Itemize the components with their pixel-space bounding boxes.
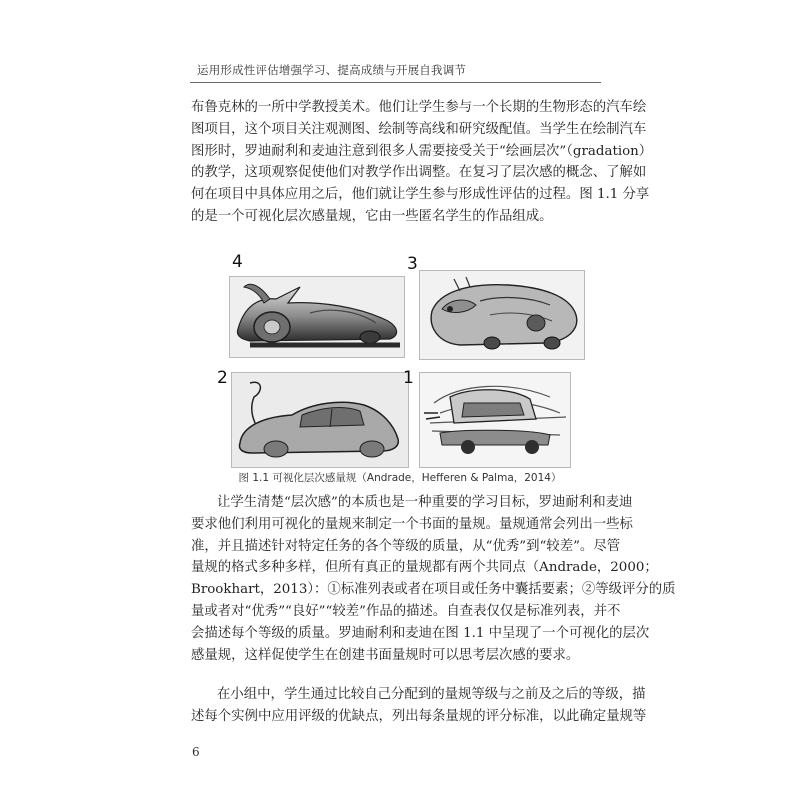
text-line: 感量规，这样促使学生在创建书面量规时可以思考层次感的要求。	[191, 647, 580, 663]
text-line: 会描述每个等级的质量。罗迪耐利和麦迪在图 1.1 中呈现了一个可视化的层次	[191, 625, 650, 641]
text-line: Brookhart，2013）：①标准列表或者在项目或任务中囊括要素；②等级评分的质	[191, 582, 676, 598]
text-line: 图形时，罗迪耐利和麦迪注意到很多人需要接受关于“绘画层次”（gradation）	[191, 143, 653, 159]
rubric-level-number: 2	[217, 368, 228, 388]
rubric-level-number: 4	[232, 252, 243, 272]
rubric-level-number: 3	[407, 254, 418, 274]
student-drawing-2	[231, 372, 409, 468]
text-line: 让学生清楚“层次感”的本质也是一种重要的学习目标，罗迪耐利和麦迪	[217, 495, 633, 510]
rubric-figure	[217, 252, 585, 470]
paragraph-group-work	[191, 684, 647, 728]
text-line: 的教学，这项观察促使他们对教学作出调整。在复习了层次感的概念、了解如	[191, 165, 647, 181]
car-drawing-2	[232, 373, 408, 467]
car-drawing-4	[230, 277, 404, 357]
text-line: 的是一个可视化层次感量规，它由一些匿名学生的作品组成。	[191, 208, 553, 224]
paragraph-intro	[191, 97, 653, 228]
rubric-panel-level-3	[405, 254, 585, 358]
paragraph-rubric-goal	[191, 492, 676, 666]
header-rule	[190, 82, 601, 83]
student-drawing-3	[419, 270, 585, 360]
student-drawing-4	[229, 276, 405, 358]
text-line: 在小组中，学生通过比较自己分配到的量规等级与之前及之后的等级，描	[217, 687, 646, 702]
rubric-level-number: 1	[403, 368, 414, 388]
text-line: 要求他们利用可视化的量规来制定一个书面的量规。量规通常会列出一些标	[191, 516, 633, 532]
rubric-panel-level-4	[229, 252, 405, 356]
figure-caption: 图 1.1 可视化层次感量规（Andrade，Hefferen & Palma，2014）	[238, 472, 562, 484]
student-drawing-1	[419, 372, 571, 468]
car-drawing-3	[420, 271, 584, 359]
rubric-panel-level-1	[405, 368, 585, 468]
text-line: 何在项目中具体应用之后，他们就让学生参与形成性评估的过程。图 1.1 分享	[191, 187, 650, 203]
text-line: 量或者对“优秀”“良好”“较差”作品的描述。自查表仅仅是标准列表，并不	[191, 603, 621, 619]
rubric-panel-level-2	[217, 368, 409, 468]
text-line: 述每个实例中应用评级的优缺点，列出每条量规的评分标准，以此确定量规等	[191, 708, 647, 724]
running-head: 运用形成性评估增强学习、提高成绩与开展自我调节	[197, 63, 467, 77]
car-drawing-1	[420, 373, 570, 467]
text-line: 量规的格式多种多样，但所有真正的量规都有两个共同点（Andrade，2000；	[191, 560, 658, 576]
text-line: 布鲁克林的一所中学教授美术。他们让学生参与一个长期的生物形态的汽车绘	[191, 100, 647, 115]
page-number: 6	[192, 745, 200, 759]
text-line: 图项目，这个项目关注观测图、绘制等高线和研究级配值。当学生在绘制汽车	[191, 121, 647, 137]
text-line: 准，并且描述针对特定任务的各个等级的质量，从“优秀”到“较差”。尽管	[191, 538, 621, 554]
